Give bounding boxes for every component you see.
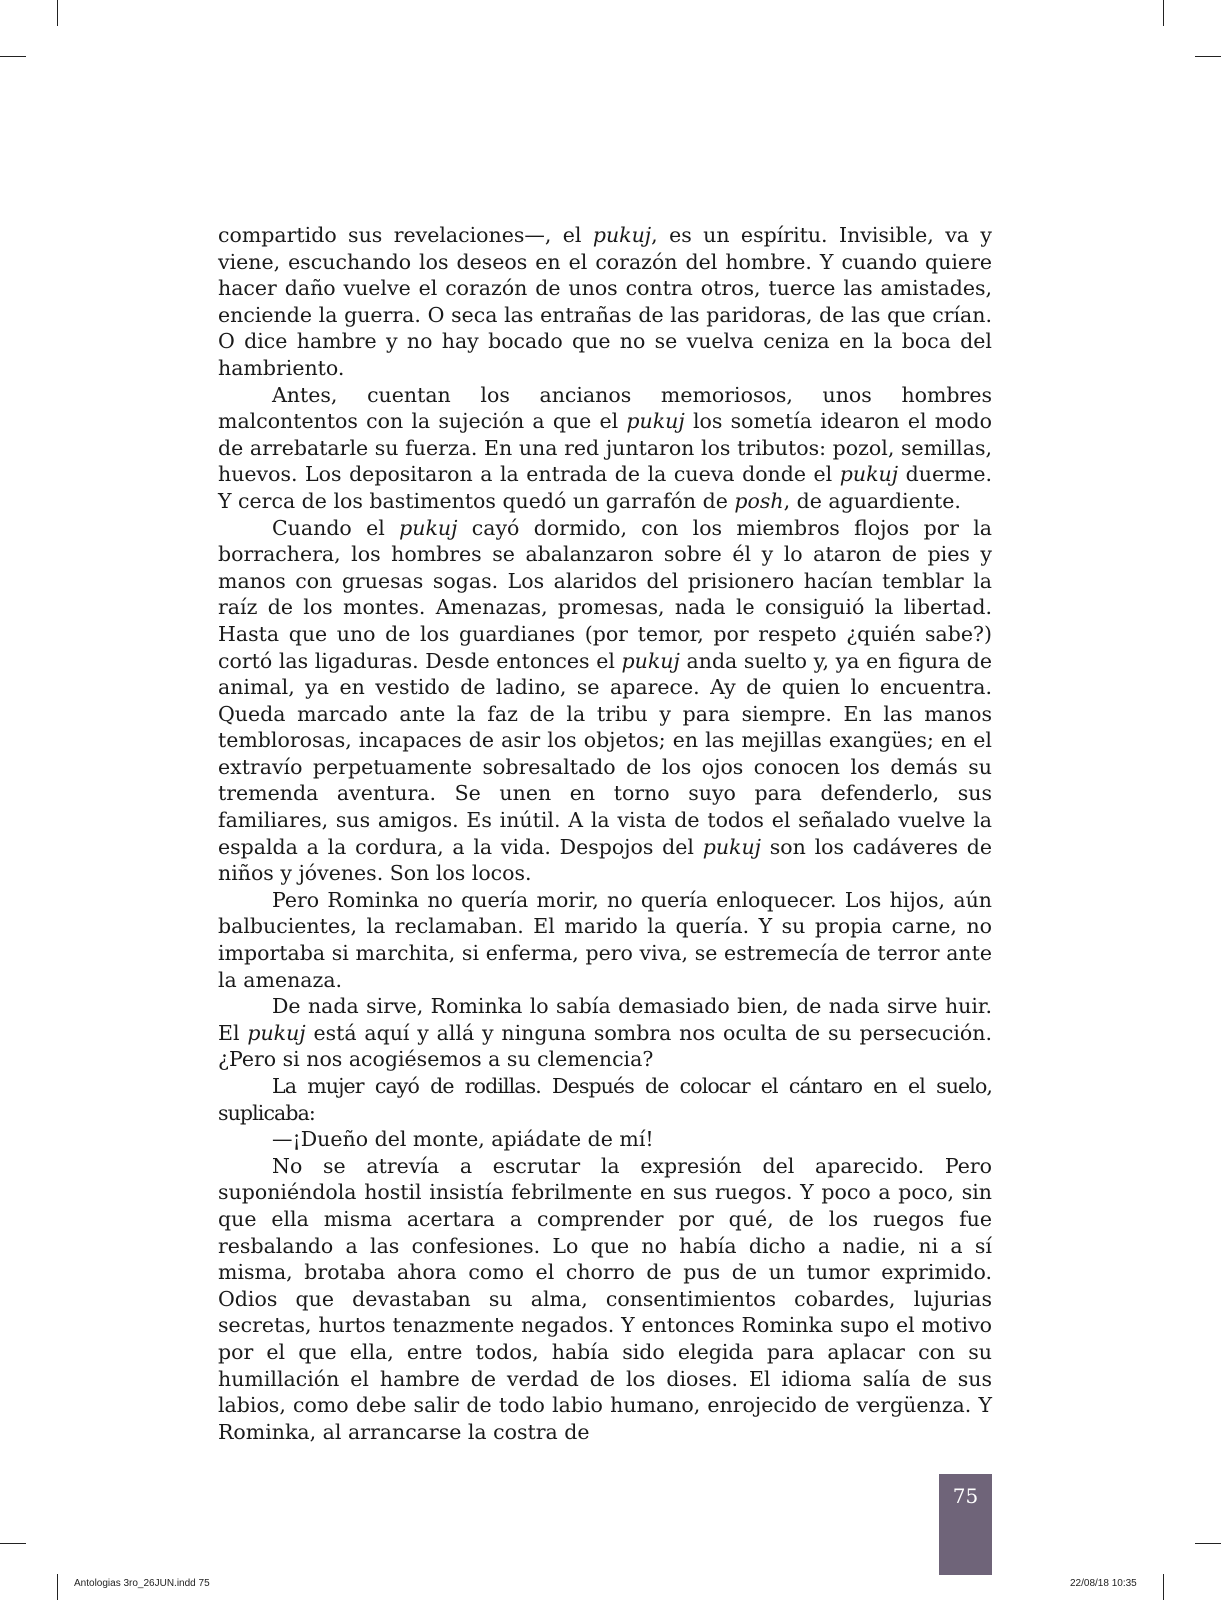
paragraph [218,222,992,382]
crop-mark-left-top [0,56,26,57]
text-run: No se atrevía a escrutar la expresión del aparecido. Pero suponiéndola hostil insistía febrilmente en sus ruegos. Y poco a poco, sin que ella misma acertara a comprender por qué, de los ruegos fue resbalando a las confesiones. Lo que no había dicho a nadie, ni a sí misma, brotaba ahora como el chorro de pus de un tumor exprimido. Odios que devastaban su alma, consentimientos cobardes, lujurias secretas, hurtos tenazmente negados. Y entonces Rominka supo el motivo por el que ella, entre todos, había sido elegida para aplacar con su humillación el hambre de verdad de los dioses. El idioma salía de sus labios, como debe salir de todo labio humano, enrojecido de vergüenza. Y Rominka, al arrancarse la costra de [218,1153,992,1444]
text-run: Cuando el [272,515,400,540]
paragraph [218,382,992,515]
text-run: duerme. Y cerca de los bastimentos quedó un garrafón de [218,462,992,513]
text-run: anda suelto y, ya en figura de animal, ya en vestido de ladino, se aparece. Ay de quien lo encuentra. Queda marcado ante la faz de la tribu y para siempre. En las manos temblorosas, incapaces de asir los objetos; en las mejillas exangües; en el extravío perpetuamente sobresaltado de los ojos conocen los demás su tremenda aventura. Se unen en torno suyo para defenderlo, sus familiares, sus amigos. Es inútil. A la vista de todos el señalado vuelve la espalda a la cordura, a la vida. Despojos del [218,648,992,859]
text-run: compartido sus revelaciones—, el [218,223,593,247]
text-run: está aquí y allá y ninguna sombra nos oculta de su persecución. ¿Pero si nos acogiésemos a su clemencia? [218,1020,992,1072]
slug-file-name: Antologias 3ro_26JUN.indd 75 [74,1578,210,1589]
text-run: , es un espíritu. Invisible, va y viene, escuchando los deseos en el corazón del hombre. Y cuando quiere hacer daño vuelve el corazón de unos contra otros, tuerce las amistades, enciende la guerra. O seca las entrañas de las paridoras, de las que crían. O dice hambre y no hay bocado que no se vuelva ceniza en la boca del hambriento. [218,223,992,380]
slug-datetime: 22/08/18 10:35 [1070,1578,1137,1589]
folio-tab [939,1474,992,1575]
paragraph [218,1153,992,1446]
italic-term: pukuj [839,462,899,487]
text-run: —¡Dueño del monte, apiádate de mí! [272,1127,654,1152]
italic-term: pukuj [626,409,685,434]
body-text [218,222,992,1445]
italic-term: pukuj [399,515,458,540]
italic-term: pukuj [247,1020,306,1045]
crop-mark-left-bottom [0,1543,26,1544]
paragraph [218,887,992,993]
text-run: Pero Rominka no quería morir, no quería enloquecer. Los hijos, aún balbucientes, la reclamaban. El marido la quería. Y su propia carne, no importaba si marchita, si enferma, pero viva, se estremecía de terror ante la amenaza. [218,887,992,992]
paragraph [218,993,992,1073]
page-number: 75 [952,1484,979,1508]
paragraph [218,1126,992,1153]
crop-mark-bottom-left [57,1574,58,1600]
paragraph [218,1073,992,1126]
text-run: Antes, cuentan los ancianos memoriosos, unos hombres malcontentos con la sujeción a que el [218,382,992,434]
crop-mark-right-top [1195,56,1221,57]
paragraph [218,515,992,887]
text-run: son los cadáveres de niños y jóvenes. Son los locos. [218,834,992,886]
text-run: , de aguardiente. [783,488,961,513]
crop-mark-bottom-right [1163,1574,1164,1600]
text-run: De nada sirve, Rominka lo sabía demasiado bien, de nada sirve huir. El [218,994,992,1045]
crop-mark-right-bottom [1195,1543,1221,1544]
crop-mark-top-right [1163,0,1164,26]
text-run: La mujer cayó de rodillas. Después de colocar el cántaro en el suelo, suplicaba: [218,1074,992,1125]
italic-term: pukuj [592,223,652,247]
crop-mark-top-left [57,0,58,26]
text-run: los sometía idearon el modo de arrebatarle su fuerza. En una red juntaron los tributos: pozol, semillas, huevos. Los depositaron a la entrada de la cueva donde el [218,409,993,487]
italic-term: pukuj [702,834,762,859]
italic-term: posh [734,488,784,513]
text-run: cayó dormido, con los miembros flojos por la borrachera, los hombres se abalanzaron sobre él y lo ataron de pies y manos con gruesas sogas. Los alaridos del prisionero hacían temblar la raíz de los montes. Amenazas, promesas, nada le consiguió la libertad. Hasta que uno de los guardianes (por temor, por respeto ¿quién sabe?) cortó las ligaduras. Desde entonces el [218,515,992,673]
italic-term: pukuj [621,648,680,673]
